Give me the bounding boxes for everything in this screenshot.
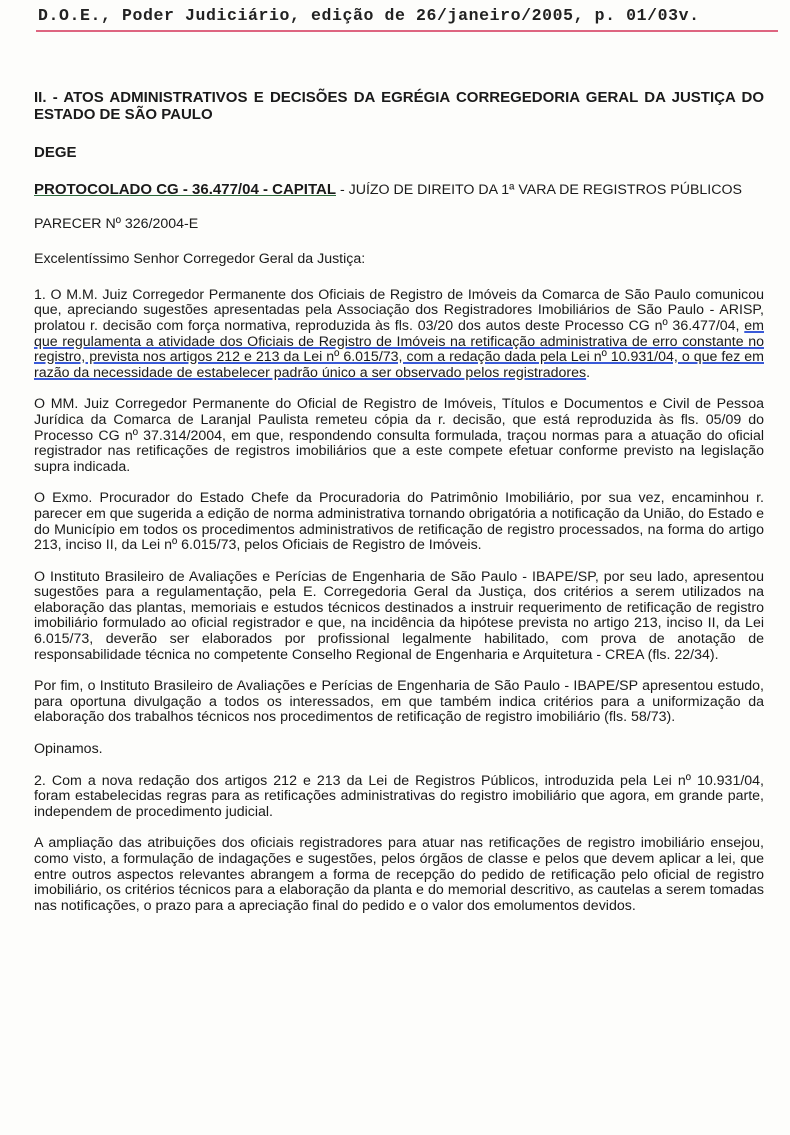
paragraph-5: Por fim, o Instituto Brasileiro de Avaliações e Perícias de Engenharia de São Paulo - IBAPE/SP apresentou estudo, para oportuna divulgação a todos os interessados, em que também indica critérios para a uniformização da elaboração dos trabalhos técnicos nos procedimentos de retificação de registro imobiliário (fls. 58/73). (34, 678, 764, 726)
gazette-header: D.O.E., Poder Judiciário, edição de 26/janeiro/2005, p. 01/03v. (38, 6, 700, 25)
protocol-court: - JUÍZO DE DIREITO DA 1ª VARA DE REGISTROS PÚBLICOS (336, 181, 742, 198)
parecer-number: PARECER Nº 326/2004-E (34, 215, 199, 232)
department-label: DEGE (34, 144, 77, 161)
header-underline (36, 30, 778, 32)
protocol-label: PROTOCOLADO CG - 36.477/04 - CAPITAL (34, 180, 336, 198)
paragraph-6: 2. Com a nova redação dos artigos 212 e 213 da Lei de Registros Públicos, introduzida pela Lei nº 10.931/04, foram estabelecidas regras para as retificações administrativas do registro imobiliário que agora, em grande parte, independem de procedimento judicial. (34, 772, 764, 820)
paragraph-4: O Instituto Brasileiro de Avaliações e Perícias de Engenharia de São Paulo - IBAPE/SP, por seu lado, apresentou sugestões para a regulamentação, pela E. Corregedoria Geral da Justiça, dos critérios a serem utilizados na elaboração das plantas, memoriais e estudos técnicos destinados a instruir requerimento de retificação de registro imobiliário formulado ao oficial registrador e que, na incidência da hipótese prevista no artigo 213, inciso II, da Lei 6.015/73, deverão ser elaborados por profissional legalmente habilitado, com prova de anotação de responsabilidade técnica no competente Conselho Regional de Engenharia e Arquitetura - CREA (fls. 22/34). (34, 568, 764, 663)
paragraph-1-end: . (586, 364, 591, 381)
paragraph-1 (34, 288, 764, 382)
paragraph-1-highlight: em que regulamenta a atividade dos Oficiais de Registro de Imóveis na retificação administrativa de erro constante no registro, prevista nos artigos 212 e 213 da Lei nº 6.015/73, com a redação dada pela Lei nº 10.931/04, o que fez em razão da necessidade de estabelecer padrão único a ser observado pelos registradores (34, 317, 764, 381)
paragraph-1-intro: 1. O M.M. Juiz Corregedor Permanente dos Oficiais de Registro de Imóveis da Comarca de São Paulo comunicou que, apreciando sugestões apresentadas pela Associação dos Registradores Imobiliários de São Paulo - ARISP, prolatou r. decisão com força normativa, reproduzida às fls. 03/20 dos autos deste Processo CG nº 36.477/04, (34, 286, 764, 334)
salutation: Excelentíssimo Senhor Corregedor Geral da Justiça: (34, 251, 366, 268)
protocol-line (34, 180, 764, 198)
paragraph-7: A ampliação das atribuições dos oficiais registradores para atuar nas retificações de registro imobiliário ensejou, como visto, a formulação de indagações e sugestões, pelos órgãos de classe e pelos que devem aplicar a lei, que entre outros aspectos relevantes abrangem a forma de recepção do pedido de retificação pelo oficial de registro imobiliário, os critérios técnicos para a elaboração da planta e do memorial descritivo, as cautelas a serem tomadas nas notificações, o prazo para a apreciação final do pedido e o valor dos emolumentos devidos. (34, 835, 764, 914)
paragraph-3: O Exmo. Procurador do Estado Chefe da Procuradoria do Patrimônio Imobiliário, por sua vez, encaminhou r. parecer em que sugerida a edição de norma administrativa tornando obrigatória a notificação da União, do Estado e do Município em todos os procedimentos administrativos de retificação de registro processados, na forma do artigo 213, inciso II, da Lei nº 6.015/73, pelos Oficiais de Registro de Imóveis. (34, 490, 764, 554)
section-title: II. - ATOS ADMINISTRATIVOS E DECISÕES DA EGRÉGIA CORREGEDORIA GERAL DA JUSTIÇA DO ESTADO DE SÃO PAULO (34, 89, 764, 123)
document-body (34, 90, 764, 930)
paragraph-2: O MM. Juiz Corregedor Permanente do Oficial de Registro de Imóveis, Títulos e Documentos e Civil de Pessoa Jurídica da Comarca de Laranjal Paulista remeteu cópia da r. decisão, que está reproduzida às fls. 05/09 do Processo CG nº 37.314/2004, em que, respondendo consulta formulada, traçou normas para a atuação do oficial registrador nas retificações de registros imobiliários que a este compete efetuar conforme previsto na legislação supra indicada. (34, 396, 764, 475)
paragraph-opinamos: Opinamos. (34, 741, 103, 758)
